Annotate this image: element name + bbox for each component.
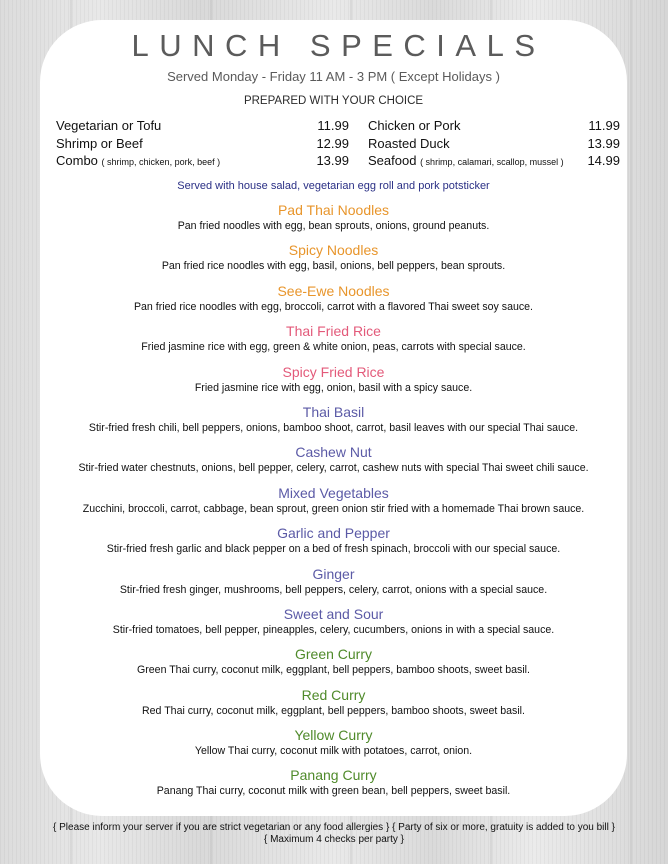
dish-name: Ginger (312, 565, 355, 582)
dish-item (40, 282, 627, 322)
choice-price: 11.99 (588, 118, 620, 133)
dish-item (40, 686, 627, 726)
page-title: LUNCH SPECIALS (131, 28, 546, 63)
dish-name: Thai Fried Rice (286, 323, 381, 340)
dish-name: Yellow Curry (294, 727, 373, 744)
dish-item (40, 241, 627, 281)
served-with-note: Served with house salad, vegetarian egg roll and pork potsticker (177, 180, 490, 192)
choice-name: Shrimp or Beef (56, 135, 143, 151)
dish-name: Pad Thai Noodles (277, 202, 390, 218)
dish-item (40, 443, 627, 483)
dish-name: Thai Basil (302, 403, 365, 420)
choice-row (56, 135, 349, 153)
serving-hours: Served Monday - Friday 11 AM - 3 PM ( Except Holidays ) (167, 69, 500, 84)
dish-description: Pan fried rice noodles with egg, basil, onions, bell peppers, bean sprouts. (161, 260, 506, 273)
dish-list (40, 201, 627, 807)
dish-description: Yellow Thai curry, coconut milk with potatoes, carrot, onion. (194, 745, 473, 758)
choice-row (368, 152, 620, 170)
dish-name: Green Curry (294, 646, 373, 663)
choice-row (56, 117, 349, 135)
choices-right-column (368, 117, 620, 170)
footer-line-1: { Please inform your server if you are strict vegetarian or any food allergies } { Party of six or more, gratuity is added to you bill } (53, 822, 615, 833)
dish-description: Fried jasmine rice with egg, onion, basil with a spicy sauce. (194, 381, 473, 394)
choice-price: 14.99 (587, 153, 620, 168)
dish-description: Green Thai curry, coconut milk, eggplant, bell peppers, bamboo shoots, sweet basil. (137, 664, 530, 677)
choice-row (56, 152, 349, 170)
choice-name: Combo (56, 153, 98, 168)
dish-name: Spicy Noodles (288, 242, 379, 259)
choice-row (368, 135, 620, 153)
dish-name: Sweet and Sour (283, 605, 384, 622)
dish-name: Panang Curry (290, 767, 377, 784)
dish-description: Panang Thai curry, coconut milk with green bean, bell peppers, sweet basil. (156, 785, 511, 798)
footer-notice (0, 822, 668, 846)
dish-description: Stir-fried fresh ginger, mushrooms, bell peppers, celery, carrot, onions with a special sauce. (119, 583, 548, 596)
dish-item (40, 645, 627, 685)
dish-name: Cashew Nut (295, 444, 372, 461)
dish-item (40, 484, 627, 524)
choice-row (368, 117, 620, 135)
dish-item (40, 565, 627, 605)
dish-name: Mixed Vegetables (278, 484, 389, 501)
dish-description: Zucchini, broccoli, carrot, cabbage, bean sprout, green onion stir fried with a homemade Thai brown sauce. (82, 502, 585, 515)
dish-description: Pan fried noodles with egg, bean sprouts, onions, ground peanuts. (177, 220, 490, 232)
choice-name: Roasted Duck (368, 135, 450, 151)
dish-description: Stir-fried water chestnuts, onions, bell pepper, celery, carrot, cashew nuts with special Thai sweet chili sauce. (78, 462, 589, 475)
footer-line-2: { Maximum 4 checks per party } (263, 834, 405, 845)
choice-note: ( shrimp, calamari, scallop, mussel ) (420, 157, 564, 167)
dish-item (40, 524, 627, 564)
choice-price: 13.99 (587, 135, 620, 151)
choice-price: 13.99 (316, 153, 349, 168)
dish-name: Red Curry (301, 686, 366, 703)
dish-description: Stir-fried fresh chili, bell peppers, onions, bamboo shoot, carrot, basil leaves with our special Thai sauce. (88, 421, 579, 434)
choice-name: Seafood (368, 153, 417, 168)
dish-item (40, 363, 627, 403)
prepared-heading: PREPARED WITH YOUR CHOICE (243, 95, 424, 107)
dish-description: Fried jasmine rice with egg, green & white onion, peas, carrots with special sauce. (141, 341, 526, 354)
dish-item (40, 766, 627, 806)
dish-description: Stir-fried tomatoes, bell pepper, pineapples, celery, cucumbers, onions in with a special sauce. (112, 623, 555, 636)
dish-item (40, 726, 627, 766)
dish-name: Garlic and Pepper (277, 525, 390, 542)
menu-card (40, 20, 627, 816)
choice-note: ( shrimp, chicken, pork, beef ) (101, 157, 221, 167)
dish-description: Red Thai curry, coconut milk, eggplant, bell peppers, bamboo shoots, sweet basil. (142, 704, 525, 717)
choices-left-column (56, 117, 349, 170)
dish-item (40, 403, 627, 443)
dish-item (40, 605, 627, 645)
choice-name: Chicken or Pork (368, 118, 461, 133)
choice-name: Vegetarian or Tofu (56, 118, 162, 133)
dish-item (40, 322, 627, 362)
dish-item (40, 201, 627, 241)
dish-name: See-Ewe Noodles (277, 282, 390, 299)
dish-name: Spicy Fried Rice (282, 363, 385, 380)
choice-price: 11.99 (317, 118, 349, 133)
choice-price: 12.99 (316, 135, 349, 151)
dish-description: Stir-fried fresh garlic and black pepper on a bed of fresh spinach, broccoli with our special sauce. (106, 543, 561, 556)
dish-description: Pan fried rice noodles with egg, broccoli, carrot with a flavored Thai sweet soy sauce. (133, 300, 534, 313)
